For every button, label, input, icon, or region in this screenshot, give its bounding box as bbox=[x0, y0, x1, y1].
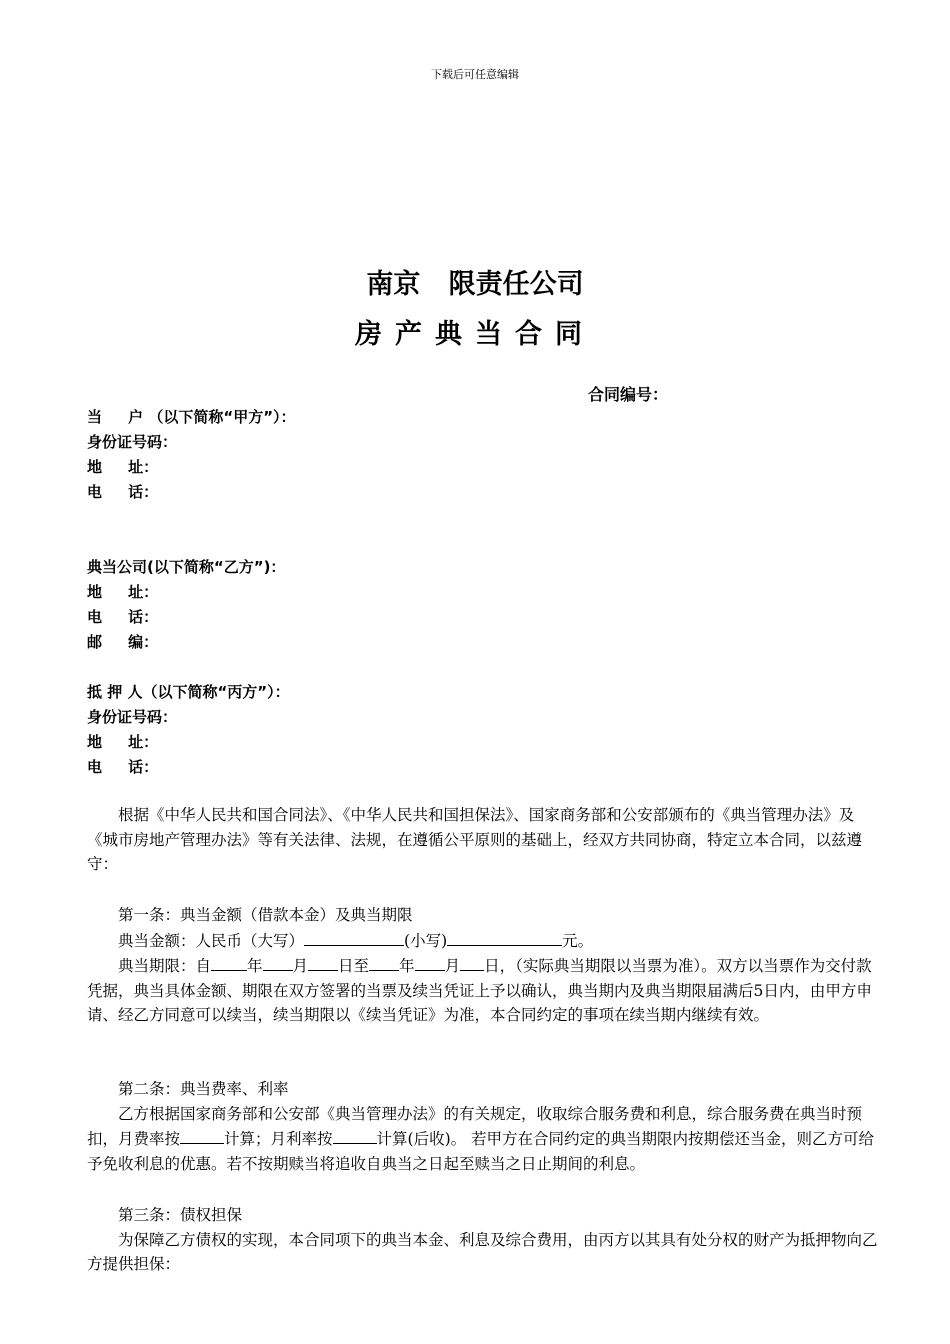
party-b-name-label: 典当公司(以下简称“乙方”)： bbox=[87, 558, 286, 576]
party-a-phone-label: 电 话： bbox=[87, 483, 159, 501]
term-prefix: 典当期限：自 bbox=[118, 957, 212, 975]
month-label: 月 bbox=[292, 957, 309, 975]
party-a-block bbox=[87, 405, 296, 505]
fee-rate-blank[interactable] bbox=[180, 1126, 224, 1144]
article-1-title: 第一条：典当金额（借款本金）及典当期限 bbox=[118, 906, 413, 924]
article-3 bbox=[87, 1203, 882, 1277]
month-label: 月 bbox=[444, 957, 461, 975]
end-month-blank[interactable] bbox=[415, 953, 445, 971]
title-contract: 房产典当合同 bbox=[355, 319, 595, 350]
amount-numeric-blank[interactable] bbox=[447, 928, 562, 946]
article-2-text bbox=[87, 1102, 882, 1177]
article-1-term bbox=[87, 953, 882, 1028]
party-a-id-label: 身份证号码： bbox=[87, 433, 178, 451]
party-a-address-label: 地 址： bbox=[87, 458, 159, 476]
party-c-name-label: 抵 押 人（以下简称“丙方”）： bbox=[87, 683, 290, 701]
contract-no-label: 合同编号： bbox=[588, 385, 669, 404]
preamble-block bbox=[87, 803, 882, 877]
preamble: 根据《中华人民共和国合同法》、《中华人民共和国担保法》、国家商务部和公安部颁布的《典当管理办法》及《城市房地产管理办法》等有关法律、法规，在遵循公平原则的基础上，经双方共同协商，特定立本合同，以兹遵守： bbox=[87, 806, 863, 873]
amount-mid: (小写) bbox=[404, 931, 448, 950]
start-year-blank[interactable] bbox=[211, 953, 247, 971]
end-year-blank[interactable] bbox=[369, 953, 399, 971]
party-c-phone-label: 电 话： bbox=[87, 758, 159, 776]
article-2-title: 第二条：典当费率、利率 bbox=[118, 1080, 289, 1098]
article-1 bbox=[87, 903, 882, 1028]
end-day-blank[interactable] bbox=[460, 953, 484, 971]
article-2 bbox=[87, 1077, 882, 1176]
term-tail: 日，（实际典当期限以当票为准）。双方以当票作为交付款凭据，典当具体金额、期限在双方签署的当票及续当凭证上予以确认，典当期内及典当期限届满后5日内，由甲方申请、经乙方同意可以续当，续当期限以《续当凭证》为准，本合同约定的事项在续当期内继续有效。 bbox=[87, 957, 872, 1024]
party-b-address-label: 地 址： bbox=[87, 583, 159, 601]
party-c-id-label: 身份证号码： bbox=[87, 708, 178, 726]
amount-suffix: 元。 bbox=[562, 931, 594, 950]
amount-prefix: 典当金额：人民币（大写） bbox=[118, 931, 305, 950]
year-label: 年 bbox=[247, 957, 263, 975]
party-b-block bbox=[87, 555, 285, 655]
party-b-phone-label: 电 话： bbox=[87, 608, 159, 626]
start-month-blank[interactable] bbox=[263, 953, 293, 971]
article-3-text: 为保障乙方债权的实现，本合同项下的典当本金、利息及综合费用，由丙方以其具有处分权的财产为抵押物向乙方提供担保： bbox=[87, 1230, 878, 1273]
article-1-amount bbox=[87, 928, 882, 954]
party-a-name-label: 当 户 （以下简称“甲方”）： bbox=[87, 408, 296, 426]
header-note: 下载后可任意编辑 bbox=[431, 68, 519, 81]
start-day-blank[interactable] bbox=[308, 953, 338, 971]
day-to-label: 日至 bbox=[338, 957, 370, 975]
interest-rate-blank[interactable] bbox=[333, 1126, 377, 1144]
party-b-postcode-label: 邮 编： bbox=[87, 633, 159, 651]
year-label: 年 bbox=[399, 957, 415, 975]
article-3-title: 第三条：债权担保 bbox=[118, 1206, 243, 1224]
amount-capital-blank[interactable] bbox=[304, 928, 404, 946]
article-2-text-c: 计算(后收)。 若甲方在合同约定的典当期限内按期偿还当金，则乙方可给予免收利息的优惠。若不按期赎当将追收自典当之日起至赎当之日止期间的利息。 bbox=[87, 1130, 875, 1173]
party-c-block bbox=[87, 680, 290, 780]
title-company: 南京 限责任公司 bbox=[366, 269, 584, 300]
party-c-address-label: 地 址： bbox=[87, 733, 159, 751]
article-2-text-b: 计算；月利率按 bbox=[224, 1130, 333, 1148]
article-2-text-a: 乙方根据国家商务部和公安部《典当管理办法》的有关规定，收取综合服务费和利息，综合服务费在典当时预扣，月费率按 bbox=[87, 1104, 863, 1148]
